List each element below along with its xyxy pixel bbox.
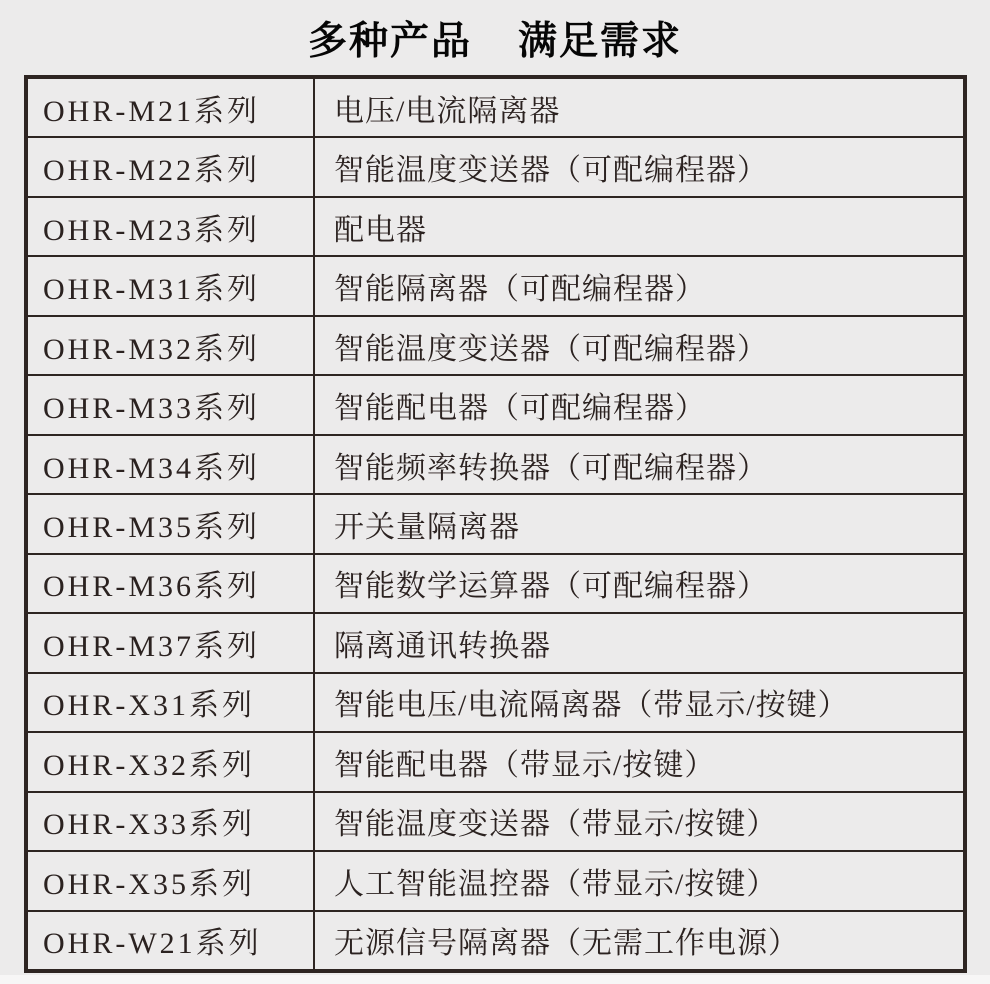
table-row xyxy=(28,910,963,969)
description-cell: 配电器 xyxy=(334,213,427,247)
series-cell: OHR-M37系列 xyxy=(28,614,315,671)
series-cell: OHR-X35系列 xyxy=(28,852,315,909)
series-cell: OHR-X33系列 xyxy=(28,793,315,850)
description-cell: 智能电压/电流隔离器（带显示/按键） xyxy=(334,689,849,723)
series-cell: OHR-M21系列 xyxy=(28,79,315,136)
series-cell: OHR-W21系列 xyxy=(28,912,315,969)
series-cell: OHR-M35系列 xyxy=(28,495,315,552)
table-row xyxy=(28,612,963,671)
description-cell: 智能隔离器（可配编程器） xyxy=(334,273,706,307)
description-cell: 智能温度变送器（可配编程器） xyxy=(334,332,768,366)
description-cell: 开关量隔离器 xyxy=(334,511,520,545)
table-row xyxy=(28,255,963,314)
description-cell: 智能温度变送器（带显示/按键） xyxy=(334,808,778,842)
description-cell: 无源信号隔离器（无需工作电源） xyxy=(334,927,799,961)
description-cell: 隔离通讯转换器 xyxy=(334,629,551,663)
series-cell: OHR-X31系列 xyxy=(28,674,315,731)
series-cell: OHR-M34系列 xyxy=(28,436,315,493)
page-title-right: 满足需求 xyxy=(518,20,683,63)
page-title-left: 多种产品 xyxy=(307,20,472,63)
table-row xyxy=(28,731,963,790)
table-row xyxy=(28,196,963,255)
product-table xyxy=(24,75,967,973)
table-row xyxy=(28,553,963,612)
series-cell: OHR-M22系列 xyxy=(28,138,315,195)
table-row xyxy=(28,672,963,731)
series-cell: OHR-M32系列 xyxy=(28,317,315,374)
table-row xyxy=(28,493,963,552)
bottom-strip xyxy=(0,975,990,984)
description-cell: 智能频率转换器（可配编程器） xyxy=(334,451,768,485)
series-cell: OHR-M23系列 xyxy=(28,198,315,255)
table-row xyxy=(28,374,963,433)
table-row xyxy=(28,136,963,195)
description-cell: 电压/电流隔离器 xyxy=(334,94,561,128)
table-row xyxy=(28,79,963,136)
series-cell: OHR-M31系列 xyxy=(28,257,315,314)
description-cell: 人工智能温控器（带显示/按键） xyxy=(334,867,778,901)
table-row xyxy=(28,434,963,493)
series-cell: OHR-M33系列 xyxy=(28,376,315,433)
description-cell: 智能配电器（带显示/按键） xyxy=(334,748,716,782)
series-cell: OHR-M36系列 xyxy=(28,555,315,612)
description-cell: 智能配电器（可配编程器） xyxy=(334,392,706,426)
table-row xyxy=(28,315,963,374)
description-cell: 智能数学运算器（可配编程器） xyxy=(334,570,768,604)
description-cell: 智能温度变送器（可配编程器） xyxy=(334,154,768,188)
series-cell: OHR-X32系列 xyxy=(28,733,315,790)
page-title xyxy=(0,10,990,66)
table-row xyxy=(28,850,963,909)
table-row xyxy=(28,791,963,850)
